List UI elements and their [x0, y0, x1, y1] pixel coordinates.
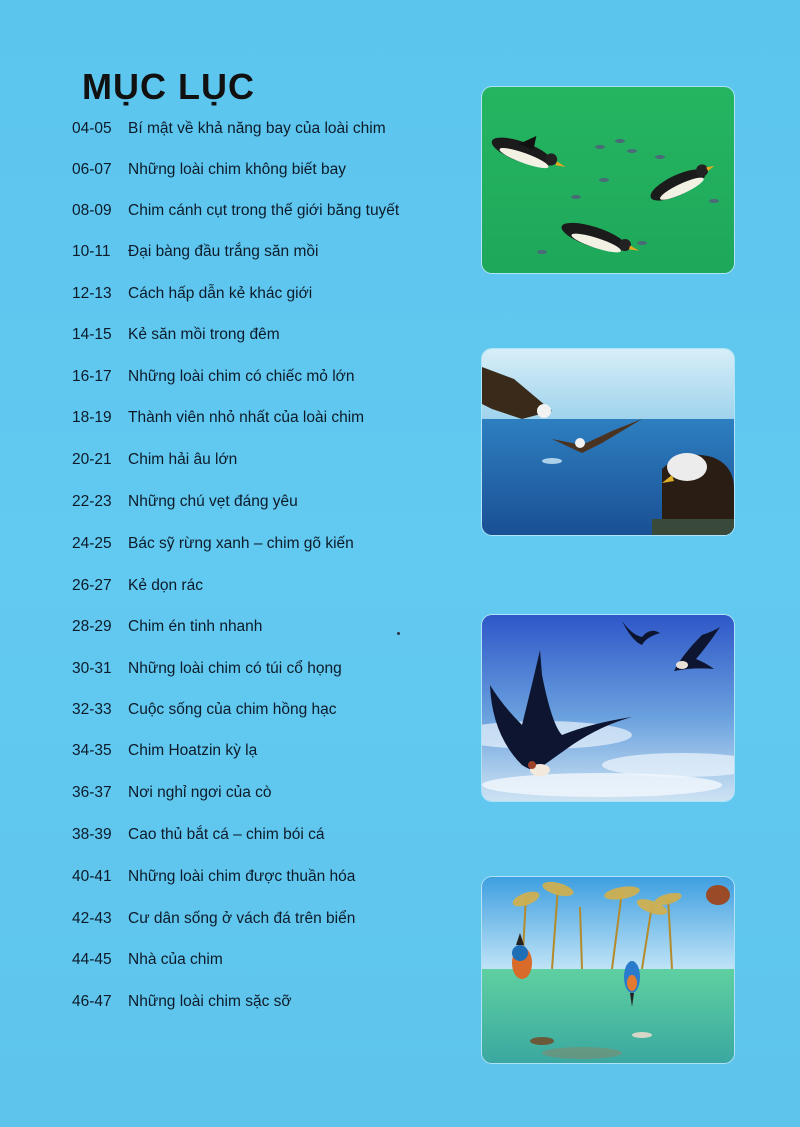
toc-title: Những loài chim có chiếc mỏ lớn	[128, 368, 355, 385]
toc-title: Chim cánh cụt trong thế giới băng tuyết	[128, 202, 400, 219]
toc-pages: 40-41	[72, 868, 112, 885]
page-title: MỤC LỤC	[82, 66, 255, 107]
toc-title: Nơi nghỉ ngơi của cò	[128, 784, 272, 801]
toc-entry[interactable]	[72, 660, 342, 684]
toc-title: Cuộc sống của chim hồng hạc	[128, 701, 337, 718]
toc-pages: 28-29	[72, 618, 112, 635]
toc-pages: 06-07	[72, 161, 112, 178]
toc-entry[interactable]	[72, 285, 312, 309]
toc-entry[interactable]	[72, 784, 272, 808]
toc-title: Những loài chim có túi cổ họng	[128, 660, 342, 677]
toc-pages: 34-35	[72, 742, 112, 759]
toc-title: Những loài chim được thuần hóa	[128, 868, 356, 885]
toc-pages: 38-39	[72, 826, 112, 843]
toc-pages: 36-37	[72, 784, 112, 801]
toc-title: Cư dân sống ở vách đá trên biển	[128, 910, 356, 927]
toc-entry[interactable]	[72, 493, 298, 517]
toc-title: Những loài chim không biết bay	[128, 161, 347, 178]
toc-pages: 22-23	[72, 493, 112, 510]
toc-title: Bác sỹ rừng xanh – chim gõ kiến	[128, 535, 354, 552]
toc-entry[interactable]	[72, 161, 346, 185]
toc-entry[interactable]	[72, 618, 262, 642]
toc-entry[interactable]	[72, 243, 318, 267]
toc-pages: 30-31	[72, 660, 112, 677]
toc-title: Nhà của chim	[128, 951, 223, 968]
toc-entry[interactable]	[72, 993, 292, 1017]
toc-title: Cách hấp dẫn kẻ khác giới	[128, 285, 313, 302]
toc-title: Cao thủ bắt cá – chim bói cá	[128, 826, 325, 843]
toc-pages: 26-27	[72, 577, 112, 594]
toc-pages: 16-17	[72, 368, 112, 385]
toc-pages: 08-09	[72, 202, 112, 219]
print-speck	[397, 632, 400, 635]
kingfisher-illustration	[482, 877, 734, 1063]
toc-entry[interactable]	[72, 910, 355, 934]
penguins-illustration	[482, 87, 734, 273]
toc-entry[interactable]	[72, 742, 257, 766]
toc-pages: 12-13	[72, 285, 112, 302]
toc-title: Những loài chim sặc sỡ	[128, 993, 292, 1010]
toc-pages: 44-45	[72, 951, 112, 968]
toc-title: Những chú vẹt đáng yêu	[128, 493, 298, 510]
toc-entry[interactable]	[72, 535, 354, 559]
toc-entry[interactable]	[72, 701, 337, 725]
toc-entry[interactable]	[72, 120, 386, 144]
swallows-illustration	[482, 615, 734, 801]
toc-pages: 20-21	[72, 451, 112, 468]
toc-pages: 42-43	[72, 910, 112, 927]
toc-pages: 10-11	[72, 243, 111, 260]
toc-pages: 04-05	[72, 120, 112, 137]
toc-entry[interactable]	[72, 951, 223, 975]
toc-pages: 32-33	[72, 701, 112, 718]
toc-entry[interactable]	[72, 826, 324, 850]
toc-pages: 46-47	[72, 993, 112, 1010]
toc-title: Đại bàng đầu trắng săn mồi	[128, 243, 319, 260]
toc-entry[interactable]	[72, 326, 280, 350]
eagle-illustration	[482, 349, 734, 535]
toc-title: Chim Hoatzin kỳ lạ	[128, 742, 258, 759]
toc-title: Kẻ dọn rác	[128, 577, 203, 594]
toc-pages: 18-19	[72, 409, 112, 426]
toc-entry[interactable]	[72, 451, 237, 475]
toc-title: Kẻ săn mồi trong đêm	[128, 326, 280, 343]
toc-title: Bí mật về khả năng bay của loài chim	[128, 120, 386, 137]
toc-entry[interactable]	[72, 409, 364, 433]
toc-pages: 24-25	[72, 535, 112, 552]
toc-title: Chim hải âu lớn	[128, 451, 238, 468]
toc-entry[interactable]	[72, 202, 399, 226]
toc-entry[interactable]	[72, 868, 355, 892]
toc-entry[interactable]	[72, 368, 354, 392]
toc-entry[interactable]	[72, 577, 203, 601]
toc-pages: 14-15	[72, 326, 112, 343]
toc-title: Chim én tinh nhanh	[128, 618, 263, 635]
toc-title: Thành viên nhỏ nhất của loài chim	[128, 409, 365, 426]
